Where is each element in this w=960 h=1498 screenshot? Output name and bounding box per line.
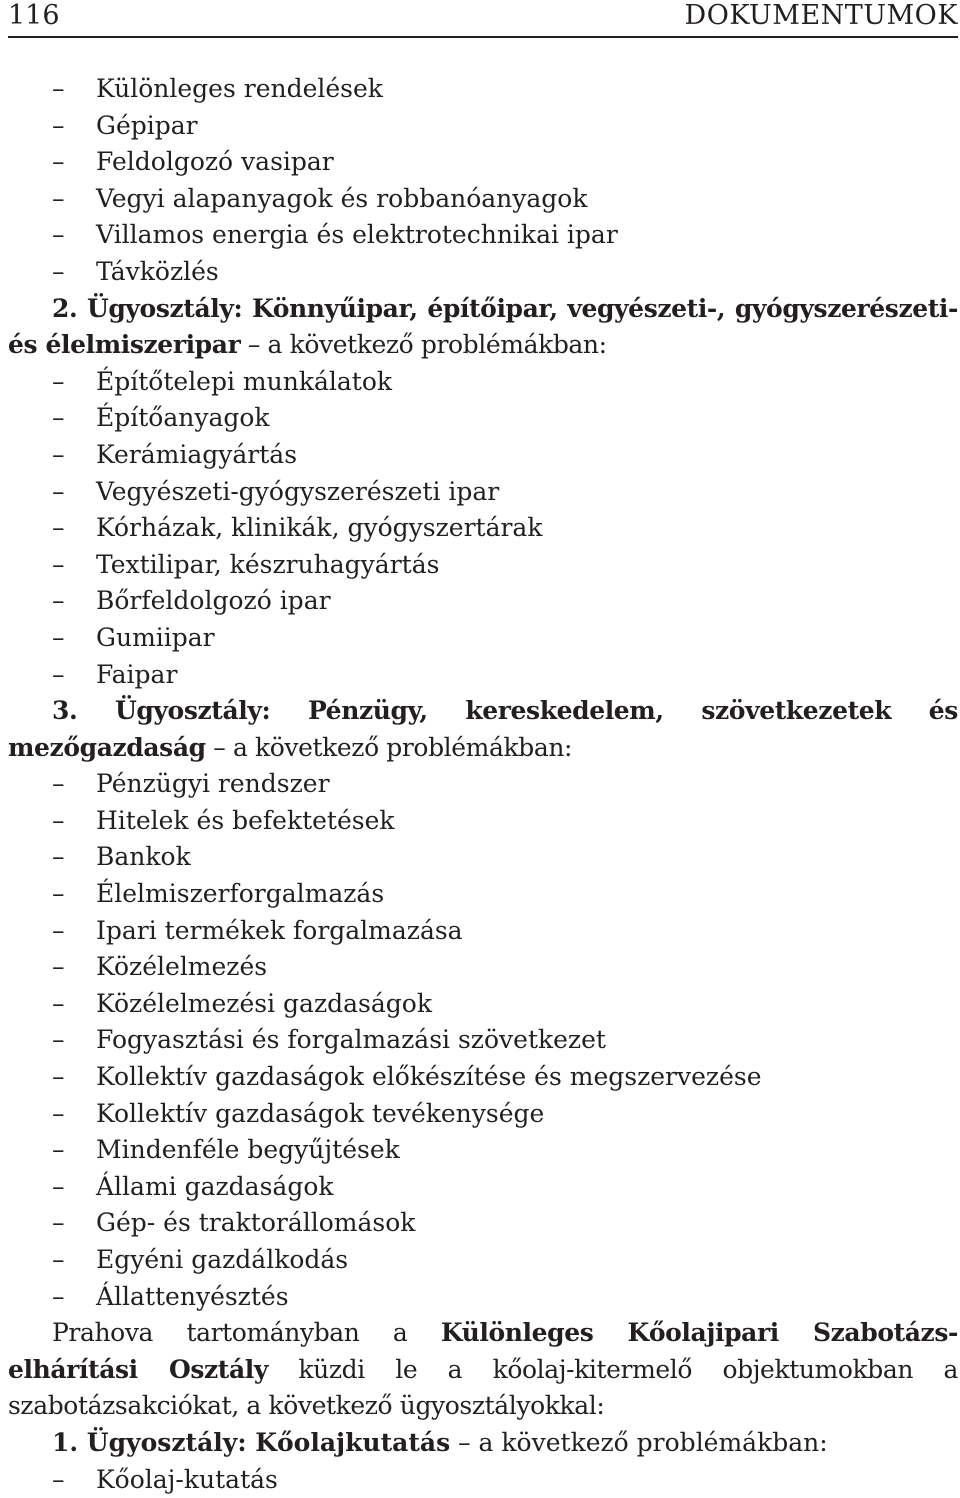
list-dash: – xyxy=(52,476,65,506)
list-dash: – xyxy=(52,513,65,543)
page-header xyxy=(8,0,958,38)
list-item: – Állami gazdaságok xyxy=(8,1169,958,1206)
list-dash: – xyxy=(52,439,65,469)
list-item: – Gépipar xyxy=(8,108,958,145)
list-item: – Egyéni gazdálkodás xyxy=(8,1242,958,1279)
prahova-paragraph: Prahova tartományban a Különleges Kőolajipari Szabotázs-elhárítási Osztály küzdi le a kőolaj-kitermelő objektumokban a szabotázsakciókat, a következő ügyosztályokkal: xyxy=(8,1318,958,1421)
list-dash: – xyxy=(52,256,65,286)
list-item: – Pénzügyi rendszer xyxy=(8,766,958,803)
list-item: – Közélelmezés xyxy=(8,949,958,986)
section-1b-heading: 1. Ügyosztály: Kőolajkutatás xyxy=(52,1427,451,1457)
list-item: – Állattenyésztés xyxy=(8,1279,958,1316)
list-dash: – xyxy=(52,1135,65,1165)
list-item: – Élelmiszerforgalmazás xyxy=(8,876,958,913)
list-item: – Villamos energia és elektrotechnikai ipar xyxy=(8,217,958,254)
page-number: 116 xyxy=(8,0,60,31)
list-item: – Mindenféle begyűjtések xyxy=(8,1132,958,1169)
list-item: – Ipari termékek forgalmazása xyxy=(8,913,958,950)
list-dash: – xyxy=(52,1098,65,1128)
list-dash: – xyxy=(52,220,65,250)
list-dash: – xyxy=(52,622,65,652)
list-item: – Feldolgozó vasipar xyxy=(8,144,958,181)
list-item: – Fogyasztási és forgalmazási szövetkezet xyxy=(8,1022,958,1059)
list-dash: – xyxy=(52,586,65,616)
list-dash: – xyxy=(52,659,65,689)
section-3-heading: 3. Ügyosztály: Pénzügy, kereskedelem, szövetkezetek és mezőgazdaság xyxy=(8,696,958,762)
list-item: – Gép- és traktorállomások xyxy=(8,1205,958,1242)
list-dash: – xyxy=(52,183,65,213)
section-2-paragraph: 2. Ügyosztály: Könnyűipar, építőipar, vegyészeti-, gyógyszerészeti- és élelmiszeripar – a következő problémákban: xyxy=(8,293,958,360)
list-dash: – xyxy=(52,805,65,835)
list-item: – Távközlés xyxy=(8,254,958,291)
list-dash: – xyxy=(52,769,65,799)
list-item: – Bankok xyxy=(8,839,958,876)
list-dash: – xyxy=(52,147,65,177)
list-dash: – xyxy=(52,110,65,140)
list-item: – Textilipar, készruhagyártás xyxy=(8,547,958,584)
running-title: DOKUMENTUMOK xyxy=(684,0,958,31)
list-item: – Közélelmezési gazdaságok xyxy=(8,986,958,1023)
list-dash: – xyxy=(52,549,65,579)
list-item: – Építőanyagok xyxy=(8,400,958,437)
list-item: – Kórházak, klinikák, gyógyszertárak xyxy=(8,510,958,547)
list-dash: – xyxy=(52,1281,65,1311)
list-item: – Vegyi alapanyagok és robbanóanyagok xyxy=(8,181,958,218)
list-item: – Különleges rendelések xyxy=(8,71,958,108)
list-item: – Kőolaj-kutatás xyxy=(8,1462,958,1498)
list-item: – Faipar xyxy=(8,657,958,694)
list-dash: – xyxy=(52,1245,65,1274)
list-item: – Építőtelepi munkálatok xyxy=(8,364,958,401)
list-dash: – xyxy=(52,842,65,872)
list-item: – Kerámiagyártás xyxy=(8,437,958,474)
list-dash: – xyxy=(52,1208,65,1238)
department-name: Különleges Kőolajipari Szabotázs-elhárítási Osztály xyxy=(8,1318,958,1384)
section-2-heading: 2. Ügyosztály: Könnyűipar, építőipar, vegyészeti-, gyógyszerészeti- és élelmiszeripar xyxy=(8,293,958,360)
list-item: – Hitelek és befektetések xyxy=(8,803,958,840)
list-dash: – xyxy=(52,879,65,909)
list-item: – Bőrfeldolgozó ipar xyxy=(8,583,958,620)
section-1b-paragraph: 1. Ügyosztály: Kőolajkutatás – a következő problémákban: xyxy=(52,1427,828,1457)
list-item: – Kollektív gazdaságok tevékenysége xyxy=(8,1096,958,1133)
list-dash: – xyxy=(52,74,65,103)
list-item: – Gumiipar xyxy=(8,620,958,657)
list-dash: – xyxy=(52,1171,65,1201)
list-dash: – xyxy=(52,988,65,1018)
list-dash: – xyxy=(52,1025,65,1055)
list-dash: – xyxy=(52,1062,65,1092)
section-3-paragraph: 3. Ügyosztály: Pénzügy, kereskedelem, szövetkezetek és mezőgazdaság – a következő problémákban: xyxy=(8,696,958,762)
list-dash: – xyxy=(52,952,65,982)
list-dash: – xyxy=(52,366,65,396)
list-dash: – xyxy=(52,403,65,433)
document-body xyxy=(8,71,958,1498)
list-item: – Vegyészeti-gyógyszerészeti ipar xyxy=(8,474,958,511)
list-item: – Kollektív gazdaságok előkészítése és megszervezése xyxy=(8,1059,958,1096)
list-dash: – xyxy=(52,1464,65,1494)
list-dash: – xyxy=(52,915,65,945)
